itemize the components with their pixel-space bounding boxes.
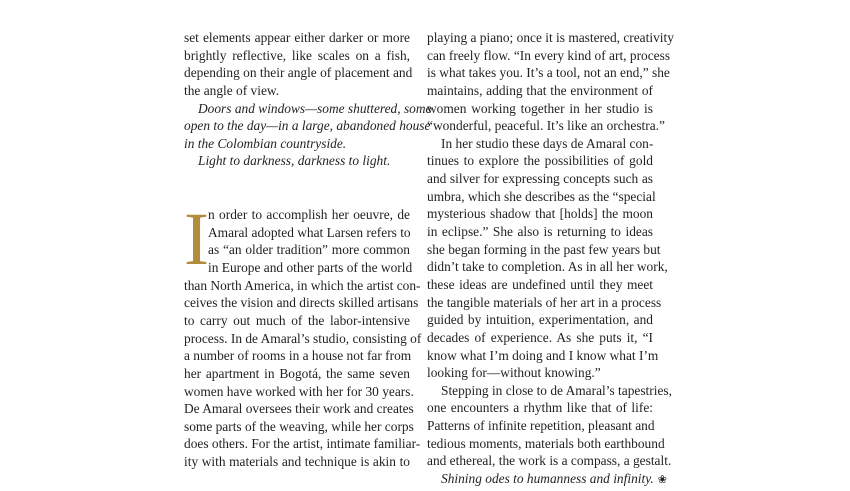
text-line: didn’t take to completion. As in all her work,	[427, 259, 668, 275]
text-line: tinues to explore the possibilities of gold	[427, 153, 653, 169]
text-line: some parts of the weaving, while her corps	[184, 418, 414, 434]
text-line: n order to accomplish her oeuvre, de	[208, 207, 410, 223]
text-line: is what takes you. It’s a tool, not an end,” she	[427, 65, 670, 81]
right-column	[427, 29, 674, 488]
text-line: depending on their angle of placement and	[184, 65, 413, 81]
text-line: maintains, adding that the environment of	[427, 82, 653, 98]
text-line: tedious moments, materials both earthbound	[427, 435, 665, 451]
text-line: De Amaral oversees their work and creates	[184, 401, 414, 417]
text-line: ity with materials and technique is akin to	[184, 454, 410, 470]
text-line: these ideas are undefined until they meet	[427, 276, 653, 292]
drop-cap-paragraph	[184, 198, 422, 471]
text-line: she began forming in the past few years but	[427, 241, 661, 257]
closing-text: Shining odes to humanness and infinity.	[441, 471, 654, 487]
section-gap	[184, 170, 410, 206]
text-line: set elements appear either darker or more	[184, 30, 410, 45]
text-line: “wonderful, peaceful. It’s like an orchestra.”	[427, 118, 665, 134]
text-line: ceives the vision and directs skilled artisans	[184, 295, 419, 311]
text-line: Patterns of infinite repetition, pleasant and	[427, 418, 655, 434]
flower-ornament-icon: ❀	[657, 474, 667, 487]
text-line: the angle of view.	[184, 82, 280, 98]
italic-quote-line: Light to darkness, darkness to light.	[198, 153, 391, 169]
text-line: guided by intuition, experimentation, and	[427, 312, 653, 328]
text-line: decades of experience. As she puts it, “I	[427, 329, 653, 345]
text-line: Amaral adopted what Larsen refers to	[208, 224, 411, 240]
text-line: her apartment in Bogotá, the same seven	[184, 365, 410, 381]
text-line: process. In de Amaral’s studio, consisting of	[184, 330, 422, 346]
text-line: Stepping in close to de Amaral’s tapestries,	[441, 382, 672, 398]
text-line: women have worked with her for 30 years.	[184, 383, 414, 399]
text-line: can freely flow. “In every kind of art, process	[427, 47, 671, 63]
italic-quote-line: open to the day—in a large, abandoned house	[184, 118, 431, 134]
text-line: playing a piano; once it is mastered, creativity	[427, 30, 674, 45]
text-line: brightly reflective, like scales on a fish,	[184, 47, 410, 63]
text-line: know what I’m doing and I know what I’m	[427, 347, 659, 363]
text-line: looking for—without knowing.”	[427, 365, 601, 381]
text-line: and silver for expressing concepts such as	[427, 171, 653, 187]
text-line: In her studio these days de Amaral con-	[441, 135, 654, 151]
text-line: and ethereal, the work is a compass, a gestalt.	[427, 453, 672, 469]
drop-cap: I	[184, 198, 209, 282]
text-line: mysterious shadow that [holds] the moon	[427, 206, 653, 222]
closing-line	[427, 470, 667, 488]
text-line: the tangible materials of her art in a process	[427, 294, 662, 310]
text-line: than North America, in which the artist con-	[184, 277, 421, 293]
text-line: to carry out much of the labor-intensive	[184, 312, 410, 328]
text-line: women working together in her studio is	[427, 100, 653, 116]
italic-quote-line: Doors and windows—some shuttered, some	[198, 100, 432, 116]
italic-quote-line: in the Colombian countryside.	[184, 135, 347, 151]
text-line: umbra, which she describes as the “special	[427, 188, 656, 204]
text-line: as “an older tradition” more common	[208, 242, 410, 258]
left-column	[184, 29, 432, 471]
text-line: in Europe and other parts of the world	[208, 260, 413, 276]
text-line: one encounters a rhythm like that of life:	[427, 400, 653, 416]
text-line: in eclipse.” She also is returning to ideas	[427, 224, 653, 240]
text-line: a number of rooms in a house not far from	[184, 348, 412, 364]
text-line: does others. For the artist, intimate familiar-	[184, 436, 421, 452]
